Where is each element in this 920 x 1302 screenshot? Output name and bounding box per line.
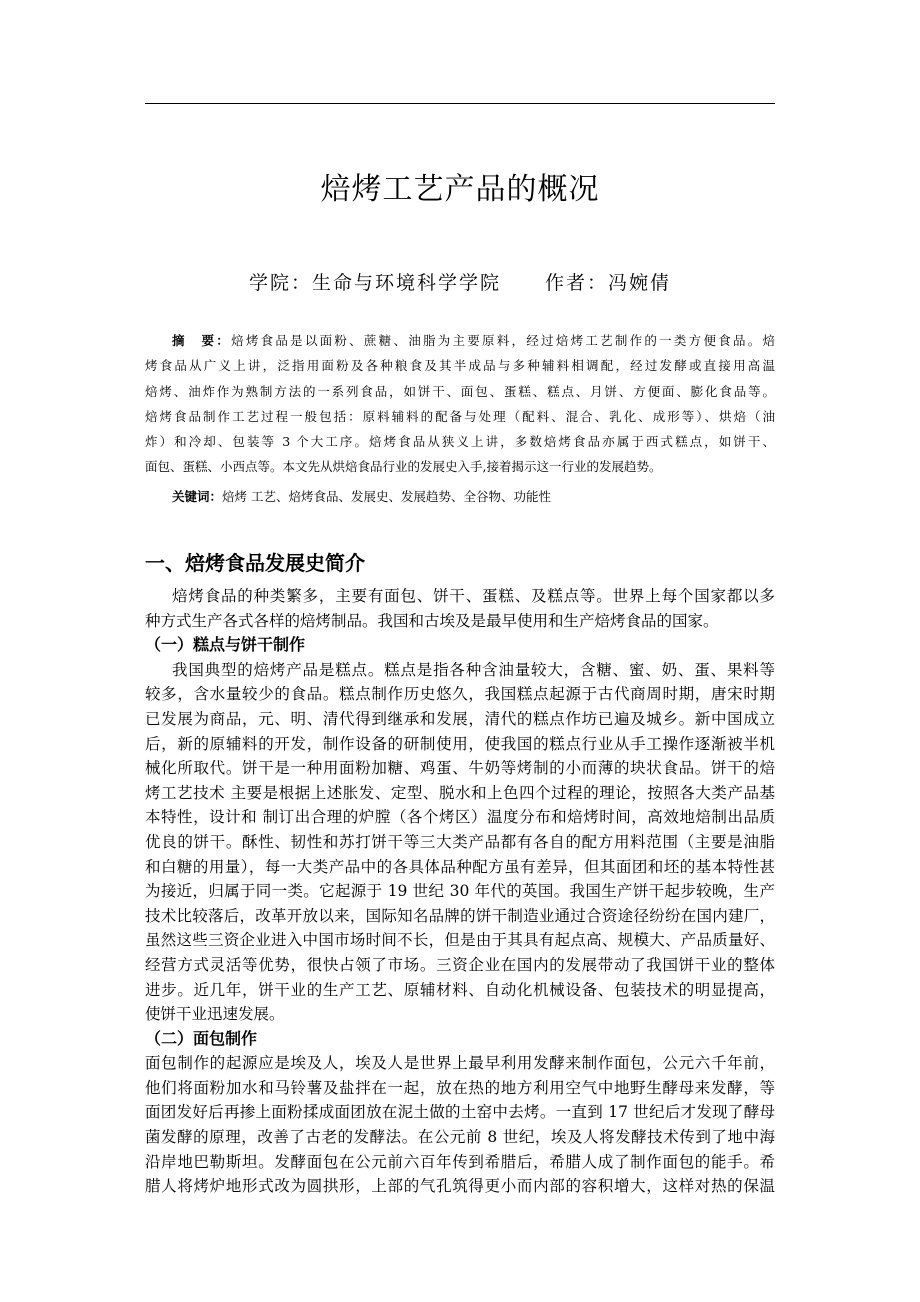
paragraph-line: 和白糖的用量），每一大类产品中的各具体品种配方虽有差异，但其面团和坯的基本特性甚	[145, 857, 775, 876]
header-rule	[145, 103, 775, 104]
paragraph-line: 技术比较落后，改革开放以来，国际知名品牌的饼干制造业通过合资途径纷纷在国内建厂，	[145, 906, 775, 925]
paragraph-line: 后，新的原辅料的开发，制作设备的研制使用，使我国的糕点行业从手工操作逐渐被半机	[145, 734, 775, 753]
paragraph-line: 烤工艺技术 主要是根据上述胀发、定型、脱水和上色四个过程的理论，按照各大类产品基	[145, 783, 775, 802]
keywords: 关键词：焙烤 工艺、焙烤食品、发展史、发展趋势、全谷物、功能性	[172, 488, 551, 504]
paragraph-line: 较多，含水量较少的食品。糕点制作历史悠久，我国糕点起源于古代商周时期，唐宋时期	[145, 685, 775, 704]
paragraph-line: 腊人将烤炉地形式改为圆拱形，上部的气孔筑得更小而内部的容积增大，这样对热的保温	[145, 1177, 775, 1196]
paragraph-line: 虽然这些三资企业进入中国市场时间不长，但是由于其具有起点高、规模大、产品质量好、	[145, 931, 775, 950]
college: 学院：生命与环境科学学院	[248, 272, 501, 294]
paragraph-line: 他们将面粉加水和马铃薯及盐拌在一起，放在热的地方利用空气中地野生酵母来发酵，等	[145, 1078, 775, 1097]
main-body	[145, 548, 775, 1199]
author: 作者：冯婉倩	[545, 272, 672, 294]
paragraph-line: 进步。近几年，饼干业的生产工艺、原辅材料、自动化机械设备、包装技术的明显提高，	[145, 980, 775, 999]
abstract-line: 炸）和冷却、包装等 3 个大工序。焙烤食品从狭义上讲，多数焙烤食品亦属于西式糕点，如饼干、	[145, 434, 775, 450]
paragraph-line: 本特性，设计和 制订出合理的炉膛（各个烤区）温度分布和焙烤时间，高效地焙制出品质	[145, 808, 775, 827]
paragraph-line: 使饼干业迅速发展。	[145, 1005, 285, 1024]
author-line	[0, 268, 920, 295]
subsection-heading: （二）面包制作	[145, 1028, 258, 1048]
paragraph-line: 械化所取代。饼干是一种用面粉加糖、鸡蛋、牛奶等烤制的小而薄的块状食品。饼干的焙	[145, 759, 775, 778]
paragraph-line: 我国典型的焙烤产品是糕点。糕点是指各种含油量较大，含糖、蜜、奶、蛋、果料等	[172, 660, 775, 679]
paragraph-line: 面团发好后再掺上面粉揉成面团放在泥土做的土窑中去烤。一直到 17 世纪后才发现了酵母	[145, 1103, 775, 1122]
paragraph-line: 面包制作的起源应是埃及人，埃及人是世界上最早利用发酵来制作面包，公元六千年前，	[145, 1054, 775, 1073]
paragraph-line: 菌发酵的原理，改善了古老的发酵法。在公元前 8 世纪，埃及人将发酵技术传到了地中海	[145, 1128, 775, 1147]
document-title: 焙烤工艺产品的概况	[320, 172, 600, 207]
paragraph-line: 已发展为商品，元、明、清代得到继承和发展，清代的糕点作坊已遍及城乡。新中国成立	[145, 709, 775, 728]
abstract-line: 摘 要：焙烤食品是以面粉、蔗糖、油脂为主要原料，经过焙烤工艺制作的一类方便食品。焙	[172, 333, 775, 348]
abstract-line: 焙烤食品制作工艺过程一般包括：原料辅料的配备与处理（配料、混合、乳化、成形等）、烘焙（油	[145, 408, 775, 424]
abstract-line: 焙烤、油炸作为熟制方法的一系列食品，如饼干、面包、蛋糕、糕点、月饼、方便面、膨化食品等。	[145, 383, 775, 399]
keywords-label: 关键词：	[172, 488, 223, 504]
paragraph-line: 为接近，归属于同一类。它起源于 19 世纪 30 年代的英国。我国生产饼干起步较晚，生产	[145, 882, 775, 901]
abstract-line: 面包、蛋糕、小西点等。本文先从烘焙食品行业的发展史入手,接着揭示这一行业的发展趋势。	[145, 459, 662, 475]
subsection-heading: （一）糕点与饼干制作	[145, 635, 306, 655]
abstract-label: 摘 要：	[172, 333, 232, 348]
paragraph-line: 沿岸地巴勒斯坦。发酵面包在公元前六百年传到希腊后，希腊人成了制作面包的能手。希	[145, 1152, 775, 1171]
paragraph-line: 种方式生产各式各样的焙烤制品。我国和古埃及是最早使用和生产焙烤食品的国家。	[145, 611, 719, 630]
paragraph-line: 经营方式灵活等优势，很快占领了市场。三资企业在国内的发展带动了我国饼干业的整体	[145, 955, 775, 974]
abstract	[145, 328, 775, 509]
abstract-line: 烤食品从广义上讲，泛指用面粉及各种粮食及其半成品与多种辅料相调配，经过发酵或直接用高温	[145, 358, 775, 374]
paragraph-line: 优良的饼干。酥性、韧性和苏打饼干等三大类产品都有各自的配方用料范围（主要是油脂	[145, 832, 775, 851]
section-heading: 一、焙烤食品发展史简介	[145, 551, 365, 575]
paragraph-line: 焙烤食品的种类繁多，主要有面包、饼干、蛋糕、及糕点等。世界上每个国家都以多	[172, 587, 775, 605]
